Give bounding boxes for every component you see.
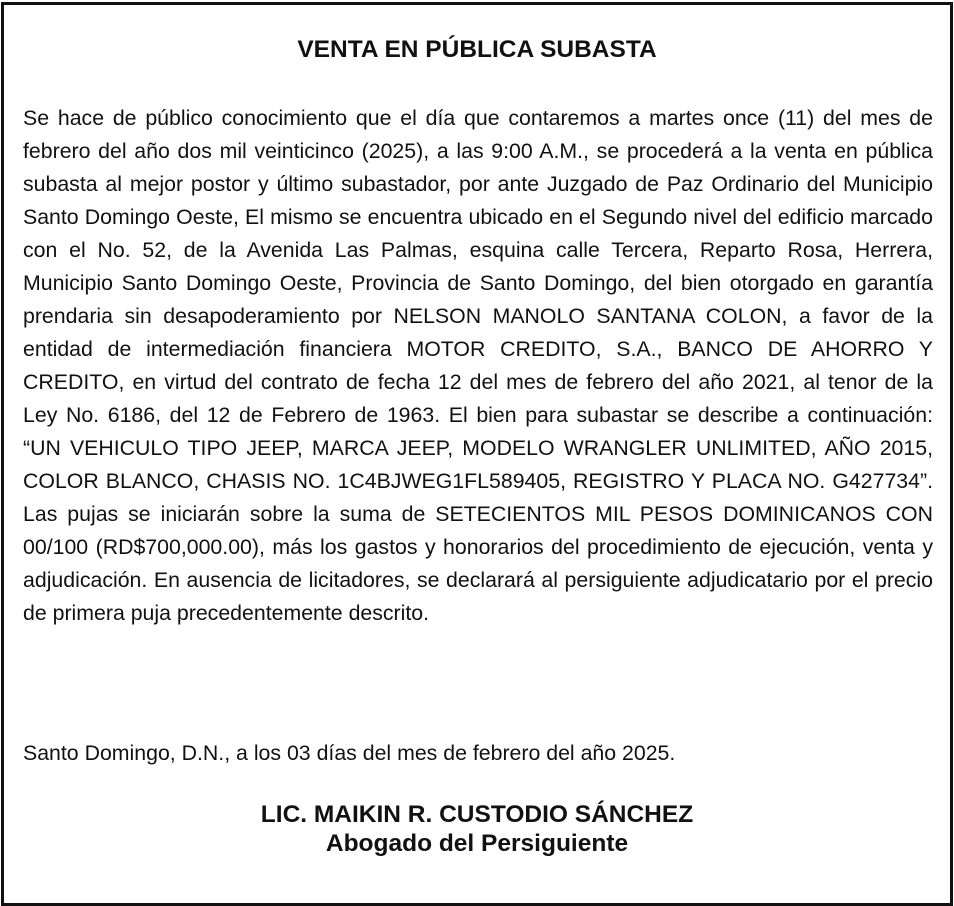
notice-body: Se hace de público conocimiento que el día que contaremos a martes once (11) del mes de febrero del año dos mil veinticinco (2025), a las 9:00 A.M., se procederá a la venta en pública subasta al mejor postor y último subastador, por ante Juzgado de Paz Ordinario del Municipio Santo Domingo Oeste, El mismo se encuentra ubicado en el Segundo nivel del edificio marcado con el No. 52, de la Avenida Las Palmas, esquina calle Tercera, Reparto Rosa, Herrera, Municipio Santo Domingo Oeste, Provincia de Santo Domingo, del bien otorgado en garantía prendaria sin desapoderamiento por NELSON MANOLO SANTANA COLON, a favor de la entidad de intermediación financiera MOTOR CREDITO, S.A., BANCO DE AHORRO Y CREDITO, en virtud del contrato de fecha 12 del mes de febrero del año 2021, al tenor de la Ley No. 6186, del 12 de Febrero de 1963. El bien para subastar se describe a continuación: “UN VEHICULO TIPO JEEP, MARCA JEEP, MODELO WRANGLER UNLIMITED, AÑO 2015, COLOR BLANCO, CHASIS NO. 1C4BJWEG1FL589405, REGISTRO Y PLACA NO. G427734”. Las pujas se iniciarán sobre la suma de SETECIENTOS MIL PESOS DOMINICANOS CON 00/100 (RD$700,000.00), más los gastos y honorarios del procedimiento de ejecución, venta y adjudicación. En ausencia de licitadores, se declarará al persiguiente adjudicatario por el precio de primera puja precedentemente descrito. [23, 106, 933, 625]
notice-title: VENTA EN PÚBLICA SUBASTA [297, 36, 657, 63]
auction-notice [1, 2, 953, 906]
notice-closing-date: Santo Domingo, D.N., a los 03 días del mes de febrero del año 2025. [23, 741, 676, 765]
signature-name: LIC. MAIKIN R. CUSTODIO SÁNCHEZ [260, 801, 694, 828]
signature-role: Abogado del Persiguiente [325, 830, 629, 857]
signature-block [4, 800, 950, 858]
